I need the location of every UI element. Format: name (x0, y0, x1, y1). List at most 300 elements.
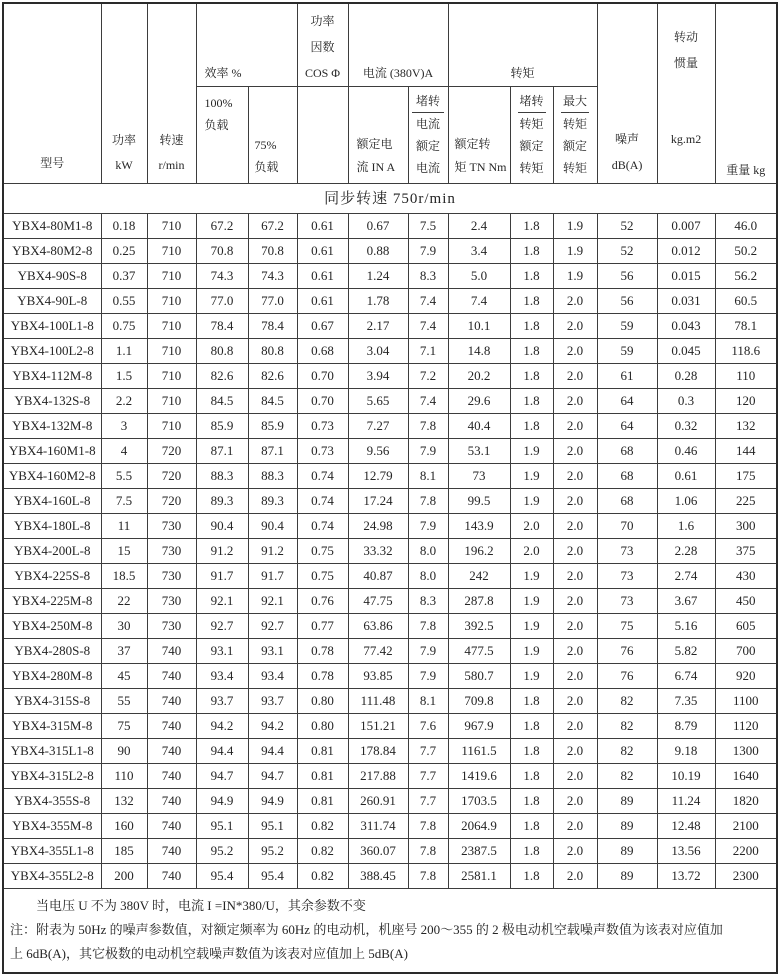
table-cell: 7.4 (408, 389, 448, 414)
table-cell: 0.67 (348, 214, 408, 239)
table-cell: 13.72 (657, 864, 715, 889)
table-cell: 61 (597, 364, 657, 389)
table-row (3, 514, 777, 539)
table-cell: 2.28 (657, 539, 715, 564)
table-cell: 260.91 (348, 789, 408, 814)
table-cell: 1.9 (510, 639, 553, 664)
table-cell: 1.8 (510, 389, 553, 414)
table-row (3, 264, 777, 289)
table-cell: 1.8 (510, 739, 553, 764)
table-cell: 1820 (715, 789, 777, 814)
table-cell: 7.8 (408, 839, 448, 864)
table-cell: 2.0 (553, 464, 597, 489)
table-cell: 0.81 (297, 739, 348, 764)
table-cell: 1.8 (510, 314, 553, 339)
table-cell: 90.4 (248, 514, 297, 539)
table-cell: 0.78 (297, 664, 348, 689)
table-cell: 73 (597, 539, 657, 564)
table-cell: 94.2 (248, 714, 297, 739)
sync-speed-label: 同步转速 750r/min (3, 184, 777, 214)
table-cell: 0.70 (297, 364, 348, 389)
table-cell: 2064.9 (448, 814, 510, 839)
table-cell: 300 (715, 514, 777, 539)
table-cell: 24.98 (348, 514, 408, 539)
table-cell: 99.5 (448, 489, 510, 514)
table-cell: 82 (597, 689, 657, 714)
table-cell: 76 (597, 664, 657, 689)
table-row (3, 714, 777, 739)
table-cell: 0.81 (297, 764, 348, 789)
table-cell: 2.4 (448, 214, 510, 239)
table-cell: 74.3 (196, 264, 248, 289)
table-cell: 175 (715, 464, 777, 489)
table-cell: YBX4-200L-8 (3, 539, 101, 564)
table-cell: 580.7 (448, 664, 510, 689)
table-row (3, 414, 777, 439)
table-cell: 1.8 (510, 339, 553, 364)
table-cell: 8.1 (408, 464, 448, 489)
table-cell: 740 (147, 689, 196, 714)
table-cell: 2.0 (553, 839, 597, 864)
table-cell: 8.3 (408, 589, 448, 614)
table-cell: 59 (597, 339, 657, 364)
table-cell: 967.9 (448, 714, 510, 739)
table-cell: YBX4-355L1-8 (3, 839, 101, 864)
table-body (3, 184, 777, 889)
col-header-rated-torque: 额定转 矩 TN Nm (448, 87, 510, 184)
table-cell: 1.8 (510, 764, 553, 789)
table-cell: 185 (101, 839, 147, 864)
table-cell: 75 (597, 614, 657, 639)
table-cell: 82 (597, 739, 657, 764)
table-row (3, 389, 777, 414)
motor-spec-table (2, 2, 778, 974)
table-cell: 710 (147, 214, 196, 239)
table-cell: 0.67 (297, 314, 348, 339)
table-cell: 740 (147, 789, 196, 814)
table-cell: 89 (597, 839, 657, 864)
table-cell: 7.9 (408, 514, 448, 539)
table-cell: 1.8 (510, 814, 553, 839)
table-cell: 92.7 (196, 614, 248, 639)
table-cell: 85.9 (196, 414, 248, 439)
empty-header-cell (297, 87, 348, 184)
table-cell: 7.7 (408, 739, 448, 764)
table-row (3, 539, 777, 564)
col-header-locked-current-ratio: 堵转 电流 额定 电流 (408, 87, 448, 184)
table-cell: 73 (448, 464, 510, 489)
table-cell: 700 (715, 639, 777, 664)
table-cell: 94.4 (248, 739, 297, 764)
table-cell: YBX4-160L-8 (3, 489, 101, 514)
table-cell: 2.0 (553, 614, 597, 639)
col-header-load100: 100% 负载 (196, 87, 248, 184)
table-cell: 2.0 (553, 514, 597, 539)
table-cell: 95.4 (196, 864, 248, 889)
table-cell: 920 (715, 664, 777, 689)
table-cell: 2300 (715, 864, 777, 889)
table-cell: 7.4 (448, 289, 510, 314)
table-cell: 132 (715, 414, 777, 439)
table-cell: 0.043 (657, 314, 715, 339)
table-cell: 80.8 (196, 339, 248, 364)
table-row (3, 814, 777, 839)
col-header-load75: 75% 负载 (248, 87, 297, 184)
table-cell: 196.2 (448, 539, 510, 564)
table-cell: 59 (597, 314, 657, 339)
table-cell: 392.5 (448, 614, 510, 639)
table-cell: 0.70 (297, 389, 348, 414)
table-cell: 710 (147, 239, 196, 264)
table-cell: 0.46 (657, 439, 715, 464)
table-cell: 1.8 (510, 864, 553, 889)
table-cell: 710 (147, 314, 196, 339)
table-cell: 40.87 (348, 564, 408, 589)
table-cell: 0.82 (297, 864, 348, 889)
table-cell: 0.045 (657, 339, 715, 364)
table-cell: 0.77 (297, 614, 348, 639)
table-cell: 0.37 (101, 264, 147, 289)
table-cell: 740 (147, 739, 196, 764)
table-cell: YBX4-132M-8 (3, 414, 101, 439)
table-cell: 2.0 (553, 689, 597, 714)
table-cell: 0.80 (297, 689, 348, 714)
col-header-inertia: 转动 惯量 kg.m2 (657, 3, 715, 184)
table-cell: 720 (147, 489, 196, 514)
table-cell: 242 (448, 564, 510, 589)
col-header-speed: 转速 r/min (147, 3, 196, 184)
table-cell: 1.9 (510, 464, 553, 489)
table-cell: 0.68 (297, 339, 348, 364)
table-cell: 1703.5 (448, 789, 510, 814)
table-row (3, 439, 777, 464)
table-cell: 1.8 (510, 789, 553, 814)
table-row (3, 864, 777, 889)
table-cell: 89.3 (196, 489, 248, 514)
table-cell: 5.0 (448, 264, 510, 289)
table-cell: YBX4-80M1-8 (3, 214, 101, 239)
table-cell: 1.8 (510, 839, 553, 864)
table-cell: 720 (147, 439, 196, 464)
table-cell: YBX4-90L-8 (3, 289, 101, 314)
table-cell: 0.88 (348, 239, 408, 264)
table-cell: 2.0 (553, 389, 597, 414)
note-line-2: 注：附表为 50Hz 的噪声参数值，对额定频率为 60Hz 的电动机，机座号 200～355 的 2 极电动机空载噪声数值为该表对应值加 (10, 922, 723, 937)
table-cell: 710 (147, 414, 196, 439)
table-cell: 94.7 (248, 764, 297, 789)
table-row (3, 214, 777, 239)
table-cell: 1419.6 (448, 764, 510, 789)
table-cell: 82 (597, 714, 657, 739)
table-cell: 2.0 (553, 714, 597, 739)
table-cell: YBX4-250M-8 (3, 614, 101, 639)
table-cell: 46.0 (715, 214, 777, 239)
table-cell: 8.3 (408, 264, 448, 289)
table-cell: 93.1 (196, 639, 248, 664)
table-cell: 7.1 (408, 339, 448, 364)
table-cell: 0.74 (297, 464, 348, 489)
table-cell: 1.8 (510, 714, 553, 739)
table-cell: 0.61 (297, 214, 348, 239)
table-cell: 7.9 (408, 439, 448, 464)
table-cell: 730 (147, 539, 196, 564)
table-cell: 52 (597, 214, 657, 239)
table-cell: 68 (597, 464, 657, 489)
table-cell: 2.0 (553, 789, 597, 814)
table-cell: 13.56 (657, 839, 715, 864)
table-footnotes (3, 889, 777, 974)
table-cell: 450 (715, 589, 777, 614)
table-cell: YBX4-315M-8 (3, 714, 101, 739)
table-cell: 200 (101, 864, 147, 889)
table-cell: 5.65 (348, 389, 408, 414)
col-header-weight: 重量 kg (715, 3, 777, 184)
table-cell: 50.2 (715, 239, 777, 264)
table-cell: 740 (147, 764, 196, 789)
table-cell: 95.2 (196, 839, 248, 864)
table-cell: 78.4 (196, 314, 248, 339)
table-cell: YBX4-355L2-8 (3, 864, 101, 889)
table-cell: 0.015 (657, 264, 715, 289)
table-cell: 0.012 (657, 239, 715, 264)
table-cell: YBX4-355M-8 (3, 814, 101, 839)
table-cell: 0.61 (297, 239, 348, 264)
table-cell: 7.5 (408, 214, 448, 239)
table-cell: 710 (147, 339, 196, 364)
table-cell: 178.84 (348, 739, 408, 764)
table-cell: YBX4-132S-8 (3, 389, 101, 414)
table-cell: 360.07 (348, 839, 408, 864)
table-cell: 3.67 (657, 589, 715, 614)
table-cell: 120 (715, 389, 777, 414)
table-cell: 605 (715, 614, 777, 639)
table-cell: 1.9 (553, 214, 597, 239)
table-cell: 91.2 (196, 539, 248, 564)
table-cell: 0.007 (657, 214, 715, 239)
table-cell: 87.1 (196, 439, 248, 464)
table-cell: 720 (147, 464, 196, 489)
table-cell: 0.78 (297, 639, 348, 664)
table-cell: 15 (101, 539, 147, 564)
table-cell: 9.18 (657, 739, 715, 764)
spec-sheet (0, 2, 778, 972)
table-cell: 0.81 (297, 789, 348, 814)
table-row (3, 739, 777, 764)
table-cell: 1.24 (348, 264, 408, 289)
table-row (3, 489, 777, 514)
table-cell: 225 (715, 489, 777, 514)
table-cell: 17.24 (348, 489, 408, 514)
table-cell: 94.9 (196, 789, 248, 814)
table-cell: 7.9 (408, 639, 448, 664)
table-cell: 30 (101, 614, 147, 639)
table-row (3, 614, 777, 639)
table-cell: 95.4 (248, 864, 297, 889)
table-cell: YBX4-315L2-8 (3, 764, 101, 789)
table-cell: 82.6 (248, 364, 297, 389)
table-cell: 2100 (715, 814, 777, 839)
table-cell: 7.8 (408, 414, 448, 439)
table-cell: 7.6 (408, 714, 448, 739)
group-header-torque: 转矩 (448, 3, 597, 87)
table-cell: 2.0 (553, 739, 597, 764)
table-cell: 95.1 (196, 814, 248, 839)
table-cell: 143.9 (448, 514, 510, 539)
table-cell: 92.7 (248, 614, 297, 639)
table-cell: 29.6 (448, 389, 510, 414)
table-cell: 710 (147, 389, 196, 414)
table-cell: 93.7 (248, 689, 297, 714)
table-cell: YBX4-100L2-8 (3, 339, 101, 364)
table-cell: 1.9 (510, 439, 553, 464)
table-cell: 78.1 (715, 314, 777, 339)
table-cell: 0.73 (297, 439, 348, 464)
table-cell: 2387.5 (448, 839, 510, 864)
table-cell: 89 (597, 864, 657, 889)
table-cell: 11 (101, 514, 147, 539)
table-cell: 10.1 (448, 314, 510, 339)
table-cell: 1120 (715, 714, 777, 739)
table-cell: 1.9 (510, 664, 553, 689)
table-cell: 56.2 (715, 264, 777, 289)
table-cell: 8.1 (408, 689, 448, 714)
table-cell: 0.61 (297, 289, 348, 314)
table-cell: 430 (715, 564, 777, 589)
table-cell: 92.1 (196, 589, 248, 614)
table-row (3, 314, 777, 339)
table-cell: 7.4 (408, 314, 448, 339)
table-cell: 1.9 (510, 589, 553, 614)
table-cell: 56 (597, 264, 657, 289)
note-line-3: 上 6dB(A)，其它极数的电动机空载噪声数值为该表对应值加上 5dB(A) (10, 946, 408, 961)
table-cell: 1.78 (348, 289, 408, 314)
table-cell: YBX4-100L1-8 (3, 314, 101, 339)
table-cell: YBX4-112M-8 (3, 364, 101, 389)
table-row (3, 289, 777, 314)
table-cell: 709.8 (448, 689, 510, 714)
table-cell: 1.5 (101, 364, 147, 389)
table-cell: 160 (101, 814, 147, 839)
table-cell: 2.0 (553, 864, 597, 889)
table-cell: 0.55 (101, 289, 147, 314)
table-cell: 1.8 (510, 414, 553, 439)
table-cell: 1.9 (510, 614, 553, 639)
table-cell: 55 (101, 689, 147, 714)
table-cell: 110 (101, 764, 147, 789)
model-label: 型号 (40, 156, 65, 170)
table-cell: 95.1 (248, 814, 297, 839)
table-cell: 70.8 (196, 239, 248, 264)
table-cell: 730 (147, 589, 196, 614)
table-cell: 2.0 (553, 564, 597, 589)
table-cell: 68 (597, 439, 657, 464)
table-cell: YBX4-315S-8 (3, 689, 101, 714)
table-cell: YBX4-280S-8 (3, 639, 101, 664)
table-cell: 89 (597, 789, 657, 814)
table-cell: 91.7 (248, 564, 297, 589)
table-row (3, 364, 777, 389)
table-cell: 2.0 (553, 414, 597, 439)
table-cell: 7.8 (408, 614, 448, 639)
table-cell: 217.88 (348, 764, 408, 789)
table-cell: 77.0 (248, 289, 297, 314)
table-cell: 132 (101, 789, 147, 814)
group-header-current: 电流 (380V)A (348, 3, 448, 87)
table-cell: 88.3 (248, 464, 297, 489)
table-cell: 14.8 (448, 339, 510, 364)
table-cell: YBX4-160M2-8 (3, 464, 101, 489)
table-cell: YBX4-90S-8 (3, 264, 101, 289)
sync-speed-row (3, 184, 777, 214)
table-cell: 2.0 (553, 764, 597, 789)
table-cell: 710 (147, 364, 196, 389)
table-cell: 92.1 (248, 589, 297, 614)
table-cell: 1.8 (510, 689, 553, 714)
table-cell: 68 (597, 489, 657, 514)
col-header-power: 功率 kW (101, 3, 147, 184)
table-cell: 1.9 (553, 264, 597, 289)
table-cell: 375 (715, 539, 777, 564)
table-cell: 93.4 (196, 664, 248, 689)
table-row (3, 639, 777, 664)
table-cell: 710 (147, 289, 196, 314)
table-cell: 93.1 (248, 639, 297, 664)
table-cell: 3 (101, 414, 147, 439)
table-cell: 2.0 (553, 639, 597, 664)
table-cell: 12.79 (348, 464, 408, 489)
table-cell: 9.56 (348, 439, 408, 464)
table-cell: 1.8 (510, 264, 553, 289)
table-cell: 2.0 (553, 489, 597, 514)
table-cell: 1100 (715, 689, 777, 714)
col-header-max-torque-ratio: 最大 转矩 额定 转矩 (553, 87, 597, 184)
table-row (3, 764, 777, 789)
table-cell: 7.8 (408, 864, 448, 889)
table-cell: 90.4 (196, 514, 248, 539)
table-cell: 1300 (715, 739, 777, 764)
table-cell: 388.45 (348, 864, 408, 889)
table-cell: 0.25 (101, 239, 147, 264)
table-cell: 2.0 (553, 314, 597, 339)
table-cell: 1161.5 (448, 739, 510, 764)
table-cell: 93.4 (248, 664, 297, 689)
table-cell: 144 (715, 439, 777, 464)
table-cell: 3.4 (448, 239, 510, 264)
table-cell: 0.75 (101, 314, 147, 339)
table-cell: 2.0 (510, 539, 553, 564)
table-cell: 6.74 (657, 664, 715, 689)
table-cell: 47.75 (348, 589, 408, 614)
table-cell: 8.79 (657, 714, 715, 739)
table-cell: 2200 (715, 839, 777, 864)
table-row (3, 564, 777, 589)
col-header-locked-torque-ratio: 堵转 转矩 额定 转矩 (510, 87, 553, 184)
table-cell: 7.35 (657, 689, 715, 714)
table-cell: 90 (101, 739, 147, 764)
table-cell: 0.82 (297, 814, 348, 839)
table-cell: 110 (715, 364, 777, 389)
table-cell: 89.3 (248, 489, 297, 514)
col-header-rated-current: 额定电 流 IN A (348, 87, 408, 184)
table-row (3, 339, 777, 364)
table-cell: 82 (597, 764, 657, 789)
table-cell: 5.5 (101, 464, 147, 489)
table-cell: 53.1 (448, 439, 510, 464)
table-cell: 67.2 (196, 214, 248, 239)
table-cell: 93.7 (196, 689, 248, 714)
table-cell: 94.2 (196, 714, 248, 739)
table-cell: 7.7 (408, 764, 448, 789)
